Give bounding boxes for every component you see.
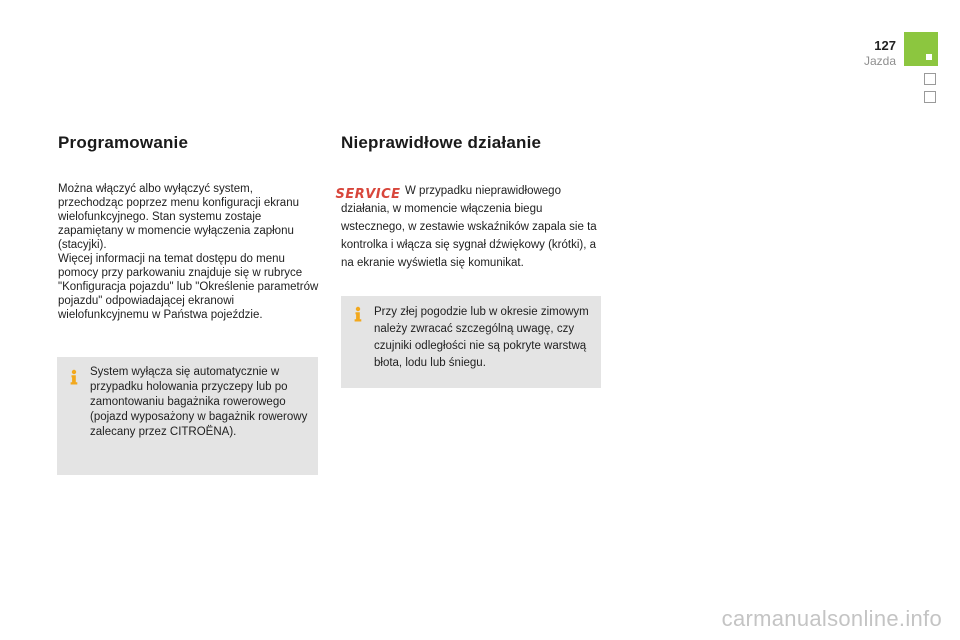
programowanie-body [58, 182, 320, 322]
programowanie-heading: Programowanie [58, 133, 189, 152]
programowanie-paragraph-2: Więcej informacji na temat dostępu do menu pomocy przy parkowaniu znajduje się w rubryce "Konfiguracja pojazdu" lub "Określenie parametrów pojazdu" odpowiadającej ekranowi wielofunkcyjnemu w Państwa pojeździe. [58, 253, 319, 321]
note-text-towing: System wyłącza się automatycznie w przypadku holowania przyczepy lub po zamontowaniu bagażnika rowerowego (pojazd wyposażony w bagażnik rowerowy zalecany przez CITROËNA). [90, 366, 308, 438]
nieprawidlowe-heading: Nieprawidłowe działanie [341, 133, 542, 152]
info-icon [67, 369, 81, 385]
section-name: Jazda [863, 54, 896, 68]
page-number: 127 [874, 38, 896, 53]
note-box-towing [57, 357, 318, 475]
section-tab-box [924, 91, 936, 103]
nieprawidlowe-body: W przypadku nieprawidłowego działania, w momencie włączenia biegu wstecznego, w zestawie wskaźników zapala sie ta kontrolka i włącza się sygnał dźwiękowy (krótki), a na ekranie wyświetla się komunikat. [341, 185, 597, 269]
tab-marker [926, 54, 932, 60]
section-tab-box [924, 73, 936, 85]
info-icon [351, 306, 365, 322]
programowanie-paragraph-1: Można włączyć albo wyłączyć system, przechodząc poprzez menu konfiguracji ekranu wielofunkcyjnego. Stan systemu zostaje zapamiętany w momencie wyłączenia zapłonu (stacyjki). [58, 183, 299, 251]
service-warning-icon: SERVICE [335, 186, 401, 202]
note-text-weather: Przy złej pogodzie lub w okresie zimowym należy zwracać szczególną uwagę, czy czujniki odległości nie są pokryte warstwą błota, lodu lub śniegu. [374, 306, 589, 369]
section-tab-active [904, 32, 938, 66]
watermark: carmanualsonline.info [721, 606, 942, 631]
note-box-weather [341, 296, 601, 388]
